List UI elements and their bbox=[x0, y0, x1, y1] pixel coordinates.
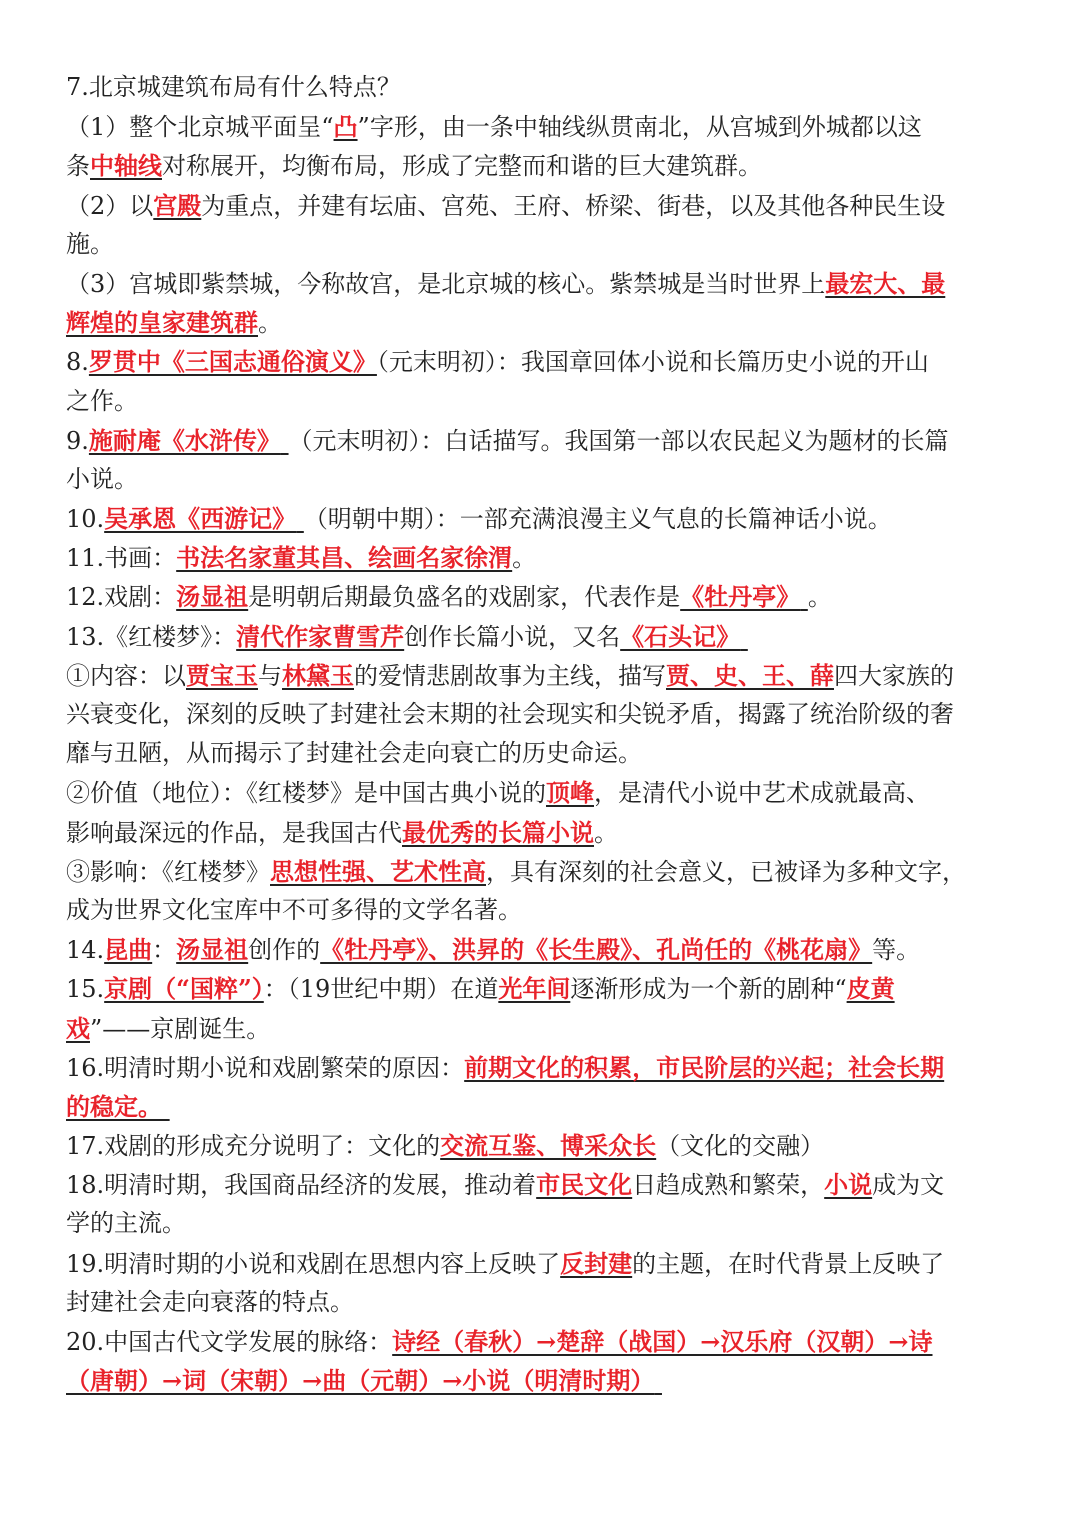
text-line bbox=[66, 969, 1020, 1008]
highlighted-term: 小说 bbox=[824, 1170, 873, 1200]
body-text: 14. bbox=[66, 936, 105, 965]
text-line bbox=[66, 734, 1020, 773]
body-text: 封建社会走向衰落的特点。 bbox=[66, 1287, 354, 1316]
text-line bbox=[66, 852, 1020, 891]
text-line bbox=[66, 577, 1020, 616]
text-line bbox=[66, 1165, 1020, 1204]
underline-gap bbox=[281, 427, 289, 455]
body-text: 四大家族的 bbox=[834, 661, 954, 690]
highlighted-term: 贾宝玉 bbox=[186, 660, 258, 690]
text-line bbox=[66, 1126, 1020, 1165]
body-text: 16.明清时期小说和戏剧繁荣的原因： bbox=[66, 1053, 465, 1082]
body-text: 的爱情悲剧故事为主线，描写 bbox=[354, 661, 666, 690]
highlighted-term: 汤显祖 bbox=[176, 935, 249, 965]
highlighted-term: 《牡丹亭》 bbox=[680, 582, 801, 612]
body-text: （1）整个北京城平面呈“ bbox=[66, 113, 334, 142]
body-text: 兴衰变化，深刻的反映了封建社会末期的社会现实和尖锐矛盾，揭露了统治阶级的奢 bbox=[66, 700, 954, 728]
body-text: 成为世界文化宝库中不可多得的文学名著。 bbox=[66, 895, 522, 924]
body-text: 。 bbox=[512, 544, 537, 573]
body-text: （2）以 bbox=[66, 191, 154, 220]
body-text: 日趋成熟和繁荣， bbox=[632, 1171, 825, 1200]
highlighted-term: 皮黄 bbox=[846, 974, 895, 1004]
highlighted-term: （唐朝）→词（宋朝）→曲（元朝）→小说（明清时期） bbox=[66, 1366, 655, 1396]
highlighted-term: 《石头记》 bbox=[620, 621, 741, 651]
body-text: ，具有深刻的社会意义，已被译为多种文字， bbox=[486, 857, 966, 886]
highlighted-term: 书法名家董其昌、绘画名家徐渭 bbox=[176, 543, 513, 573]
text-line bbox=[66, 303, 1020, 342]
highlighted-term: 凸 bbox=[333, 112, 358, 142]
body-text: 18.明清时期，我国商品经济的发展，推动着 bbox=[66, 1171, 537, 1200]
body-text: （明朝中期）：一部充满浪漫主义气息的长篇神话小说。 bbox=[303, 505, 892, 534]
underline-gap bbox=[162, 1093, 170, 1121]
text-line bbox=[66, 813, 1020, 852]
body-text: 学的主流。 bbox=[66, 1209, 186, 1238]
body-text: ：（19世纪中期）在道 bbox=[263, 975, 499, 1004]
body-text: 。 bbox=[807, 583, 832, 612]
body-text: 为重点，并建有坛庙、宫苑、王府、桥梁、街巷，以及其他各种民生设 bbox=[201, 191, 946, 220]
text-line bbox=[66, 1048, 1020, 1087]
body-text: 施。 bbox=[66, 229, 114, 258]
body-text: ： bbox=[152, 936, 177, 965]
body-text: ”字形，由一条中轴线纵贯南北，从宫城到外城都以这 bbox=[357, 113, 922, 142]
body-text: 。 bbox=[594, 818, 618, 847]
body-text: 逐渐形成为一个新的剧种“ bbox=[570, 975, 847, 1004]
body-text: （文化的交融） bbox=[656, 1132, 825, 1161]
body-text: 15. bbox=[66, 975, 105, 1004]
text-line bbox=[66, 930, 1020, 969]
text-line bbox=[66, 499, 1020, 538]
body-text: 小说。 bbox=[66, 464, 138, 493]
text-line bbox=[66, 68, 1020, 107]
body-text: 8. bbox=[66, 348, 89, 377]
text-line bbox=[66, 773, 1020, 812]
highlighted-term: 的稳定。 bbox=[66, 1091, 162, 1121]
body-text: 17.戏剧的形成充分说明了：文化的 bbox=[66, 1132, 441, 1161]
highlighted-term: 罗贯中《三国志通俗演义》 bbox=[88, 347, 377, 377]
body-text: ，是清代小说中艺术成就最高、 bbox=[594, 779, 930, 808]
body-text: 7.北京城建筑布局有什么特点？ bbox=[66, 73, 401, 101]
body-text: ③影响：《红楼梦》 bbox=[66, 857, 270, 886]
body-text: 。 bbox=[258, 309, 282, 338]
body-text: 9. bbox=[66, 426, 89, 455]
body-text: 是明朝后期最负盛名的戏剧家，代表作是 bbox=[248, 583, 681, 612]
body-text: 与 bbox=[258, 661, 282, 690]
text-line bbox=[66, 1244, 1020, 1283]
body-text: 靡与丑陋，从而揭示了封建社会走向衰亡的历史命运。 bbox=[66, 739, 642, 768]
text-line bbox=[66, 225, 1020, 264]
text-line bbox=[66, 146, 1020, 185]
body-text: ①内容：以 bbox=[66, 661, 186, 690]
text-line bbox=[66, 107, 1020, 146]
highlighted-term: 清代作家曹雪芹 bbox=[236, 621, 405, 651]
highlighted-term: 顶峰 bbox=[546, 778, 594, 808]
body-text: ②价值（地位）：《红楼梦》是中国古典小说的 bbox=[66, 779, 546, 808]
highlighted-term: 光年间 bbox=[498, 974, 571, 1004]
body-text: （元末明初）：我国章回体小说和长篇历史小说的开山 bbox=[376, 348, 929, 377]
highlighted-term: 诗经（春秋）→楚辞（战国）→汉乐府（汉朝）→诗 bbox=[392, 1327, 933, 1356]
highlighted-term: 京剧（“国粹”） bbox=[104, 974, 264, 1004]
text-line bbox=[66, 421, 1020, 460]
text-line bbox=[66, 1009, 1020, 1048]
underline-gap bbox=[296, 505, 304, 533]
text-line bbox=[66, 342, 1020, 381]
highlighted-term: 前期文化的积累，市民阶层的兴起；社会长期 bbox=[464, 1052, 945, 1082]
highlighted-term: 林黛玉 bbox=[282, 660, 354, 690]
body-text: 20.中国古代文学发展的脉络： bbox=[66, 1328, 393, 1356]
underline-gap bbox=[740, 623, 748, 651]
highlighted-term: 宫殿 bbox=[153, 190, 202, 220]
body-text: 的主题，在时代背景上反映了 bbox=[632, 1249, 945, 1278]
text-line bbox=[66, 656, 1020, 695]
highlighted-term: 戏 bbox=[66, 1013, 90, 1043]
text-line bbox=[66, 891, 1020, 930]
body-text: 等。 bbox=[872, 936, 921, 965]
highlighted-term: 反封建 bbox=[560, 1248, 633, 1278]
highlighted-term: 昆曲 bbox=[104, 935, 153, 965]
body-text: 之作。 bbox=[66, 386, 138, 415]
highlighted-term: 汤显祖 bbox=[176, 582, 249, 612]
highlighted-term: 《牡丹亭》、洪昇的《长生殿》、孔尚任的《桃花扇》 bbox=[320, 935, 873, 965]
text-line bbox=[66, 1322, 1020, 1361]
body-text: 条 bbox=[66, 152, 90, 181]
text-line bbox=[66, 538, 1020, 577]
body-text: （3）宫城即紫禁城，今称故宫，是北京城的核心。紫禁城是当时世界上 bbox=[66, 269, 826, 298]
highlighted-term: 施耐庵《水浒传》 bbox=[88, 425, 281, 455]
body-text: 12.戏剧： bbox=[66, 583, 177, 612]
body-text: 19.明清时期的小说和戏剧在思想内容上反映了 bbox=[66, 1249, 561, 1278]
highlighted-term: 辉煌的皇家建筑群 bbox=[66, 308, 258, 338]
text-line bbox=[66, 186, 1020, 225]
underline-gap bbox=[800, 583, 808, 611]
highlighted-term: 吴承恩《西游记》 bbox=[104, 504, 297, 534]
text-line bbox=[66, 695, 1020, 734]
highlighted-term: 思想性强、艺术性高 bbox=[270, 856, 486, 886]
underline-gap bbox=[654, 1367, 662, 1395]
text-line bbox=[66, 1361, 1020, 1400]
body-text: ”——京剧诞生。 bbox=[90, 1014, 271, 1043]
text-line bbox=[66, 1204, 1020, 1243]
body-text: 影响最深远的作品，是我国古代 bbox=[66, 818, 402, 847]
body-text: （元末明初）：白话描写。我国第一部以农民起义为题材的长篇 bbox=[288, 426, 949, 455]
body-text: 对称展开，均衡布局，形成了完整而和谐的巨大建筑群。 bbox=[162, 152, 762, 181]
text-line bbox=[66, 460, 1020, 499]
highlighted-term: 交流互鉴、博采众长 bbox=[440, 1131, 657, 1161]
body-text: 13.《红楼梦》： bbox=[66, 622, 237, 651]
highlighted-term: 市民文化 bbox=[536, 1170, 633, 1200]
text-line bbox=[66, 264, 1020, 303]
highlighted-term: 中轴线 bbox=[90, 151, 162, 181]
body-text: 成为文 bbox=[872, 1171, 945, 1200]
text-line bbox=[66, 1283, 1020, 1322]
body-text: 创作长篇小说，又名 bbox=[404, 622, 621, 651]
body-text: 10. bbox=[66, 505, 105, 534]
highlighted-term: 最优秀的长篇小说 bbox=[402, 817, 594, 847]
body-text: 创作的 bbox=[248, 936, 321, 965]
text-line bbox=[66, 617, 1020, 656]
body-text: 11.书画： bbox=[66, 544, 177, 573]
highlighted-term: 最宏大、最 bbox=[825, 268, 946, 298]
highlighted-term: 贾、史、王、薛 bbox=[666, 660, 834, 690]
text-line bbox=[66, 1087, 1020, 1126]
text-line bbox=[66, 382, 1020, 421]
